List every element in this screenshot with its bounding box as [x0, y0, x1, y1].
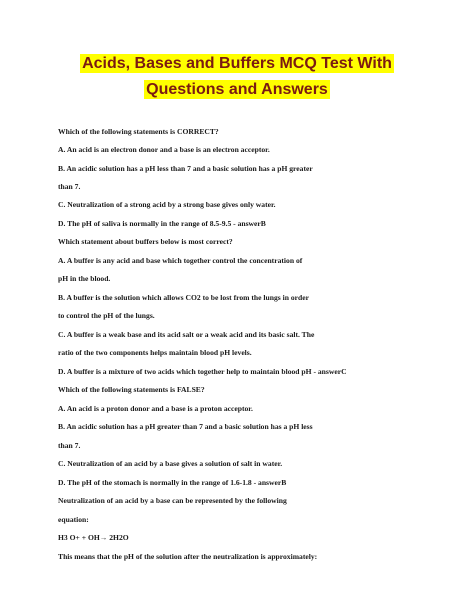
- q2-option-d-answer: D. A buffer is a mixture of two acids which together help to maintain blood pH - answerC: [58, 367, 347, 376]
- q2-option-b-continued: to control the pH of the lungs.: [58, 311, 155, 320]
- title-highlight: Acids, Bases and Buffers MCQ Test With: [82, 55, 392, 72]
- q1-option-a: A. An acid is an electron donor and a base is an electron acceptor.: [58, 145, 270, 154]
- document-title-line-1: [0, 54, 474, 74]
- q3-option-a: A. An acid is a proton donor and a base is a proton acceptor.: [58, 404, 253, 413]
- q3-option-b-continued: than 7.: [58, 441, 81, 450]
- q1-option-b-continued: than 7.: [58, 182, 81, 191]
- q1-option-b: B. An acidic solution has a pH less than 7 and a basic solution has a pH greater: [58, 164, 313, 173]
- q2-option-c-continued: ratio of the two components helps maintain blood pH levels.: [58, 348, 252, 357]
- q3-option-d-answer: D. The pH of the stomach is normally in the range of 1.6-1.8 - answerB: [58, 478, 287, 487]
- q3-option-c: C. Neutralization of an acid by a base gives a solution of salt in water.: [58, 459, 283, 468]
- question-3: Which of the following statements is FALSE?: [58, 385, 205, 394]
- document-title-line-2: [0, 80, 474, 100]
- question-4: Neutralization of an acid by a base can be represented by the following: [58, 496, 287, 505]
- question-4-prompt: This means that the pH of the solution after the neutralization is approximately:: [58, 552, 318, 561]
- q2-option-c: C. A buffer is a weak base and its acid salt or a weak acid and its basic salt. The: [58, 330, 315, 339]
- q2-option-b: B. A buffer is the solution which allows CO2 to be lost from the lungs in order: [58, 293, 309, 302]
- question-1: Which of the following statements is CORRECT?: [58, 127, 219, 136]
- q2-option-a-continued: pH in the blood.: [58, 274, 111, 283]
- question-4-continued: equation:: [58, 515, 89, 524]
- title-highlight: Questions and Answers: [146, 81, 328, 98]
- q2-option-a: A. A buffer is any acid and base which together control the concentration of: [58, 256, 303, 265]
- q1-option-c: C. Neutralization of a strong acid by a strong base gives only water.: [58, 200, 276, 209]
- q3-option-b: B. An acidic solution has a pH greater than 7 and a basic solution has a pH less: [58, 422, 313, 431]
- equation: H3 O+ + OH→ 2H2O: [58, 533, 129, 542]
- question-2: Which statement about buffers below is most correct?: [58, 237, 233, 246]
- q1-option-d-answer: D. The pH of saliva is normally in the range of 8.5-9.5 - answerB: [58, 219, 266, 228]
